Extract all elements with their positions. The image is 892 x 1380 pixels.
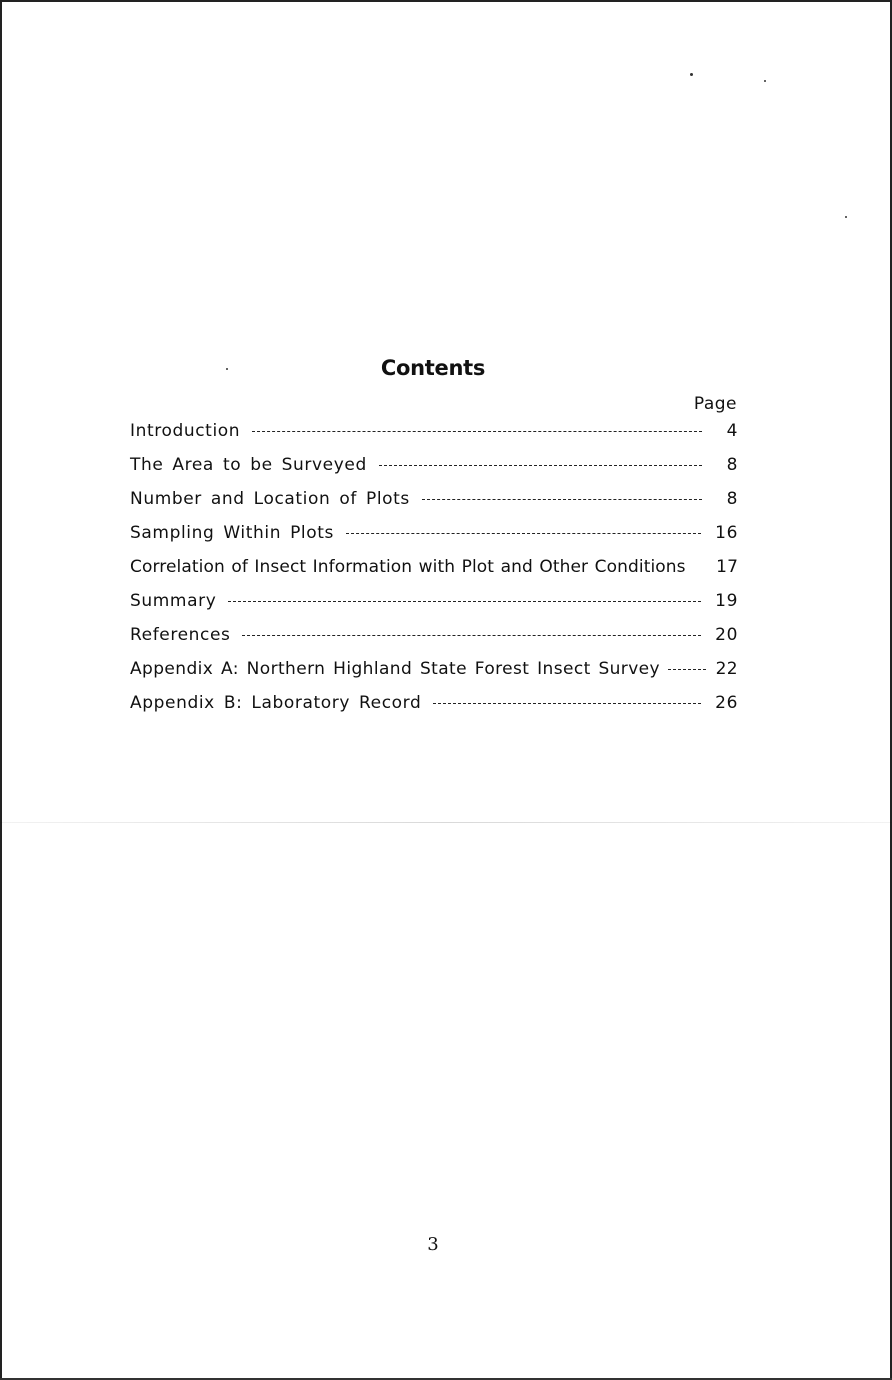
toc-entry-summary[interactable]	[130, 591, 738, 625]
dot-leader	[379, 465, 702, 466]
paper-speck	[690, 73, 693, 76]
toc-entry-title: Summary	[130, 591, 217, 611]
table-of-contents	[130, 421, 738, 727]
toc-entry-sampling-within-plots[interactable]	[130, 523, 738, 557]
toc-entry-page: 22	[715, 659, 738, 679]
contents-heading: Contents	[380, 356, 486, 380]
toc-entry-title: Number and Location of Plots	[130, 489, 410, 509]
toc-entry-references[interactable]	[130, 625, 738, 659]
toc-entry-page: 8	[726, 489, 738, 509]
toc-entry-title: Appendix B: Laboratory Record	[130, 693, 422, 713]
toc-entry-title: Appendix A: Northern Highland State Forest Insect Survey	[130, 659, 660, 679]
toc-entry-page: 19	[715, 591, 738, 611]
dot-leader	[242, 635, 701, 636]
toc-entry-title: Introduction	[130, 421, 241, 441]
toc-entry-appendix-a[interactable]	[130, 659, 738, 693]
toc-entry-page: 16	[715, 523, 738, 543]
footer-page-number: 3	[427, 1234, 439, 1255]
toc-entry-page: 17	[716, 557, 738, 577]
paper-speck	[845, 216, 847, 218]
toc-entry-page: 4	[726, 421, 738, 441]
toc-entry-title: Sampling Within Plots	[130, 523, 334, 543]
toc-entry-introduction[interactable]	[130, 421, 738, 455]
dot-leader	[668, 669, 706, 670]
toc-entry-title: The Area to be Surveyed	[130, 455, 367, 475]
toc-entry-page: 8	[726, 455, 738, 475]
toc-entry-area-to-be-surveyed[interactable]	[130, 455, 738, 489]
dot-leader	[252, 431, 702, 432]
dot-leader	[433, 703, 701, 704]
toc-entry-page: 26	[715, 693, 738, 713]
page-column-label: Page	[693, 394, 737, 414]
paper-fold-line	[0, 822, 892, 823]
toc-entry-page: 20	[715, 625, 738, 645]
dot-leader	[228, 601, 701, 602]
toc-entry-correlation-of-insect-information[interactable]	[130, 557, 738, 591]
page-edge-top	[0, 0, 892, 2]
toc-entry-title: Correlation of Insect Information with Plot and Other Conditions	[130, 557, 686, 577]
page-edge-left	[0, 0, 2, 1380]
toc-entry-title: References	[130, 625, 231, 645]
dot-leader	[422, 499, 702, 500]
paper-speck	[764, 80, 766, 82]
toc-entry-appendix-b[interactable]	[130, 693, 738, 727]
dot-leader	[346, 533, 701, 534]
toc-entry-number-and-location-of-plots[interactable]	[130, 489, 738, 523]
